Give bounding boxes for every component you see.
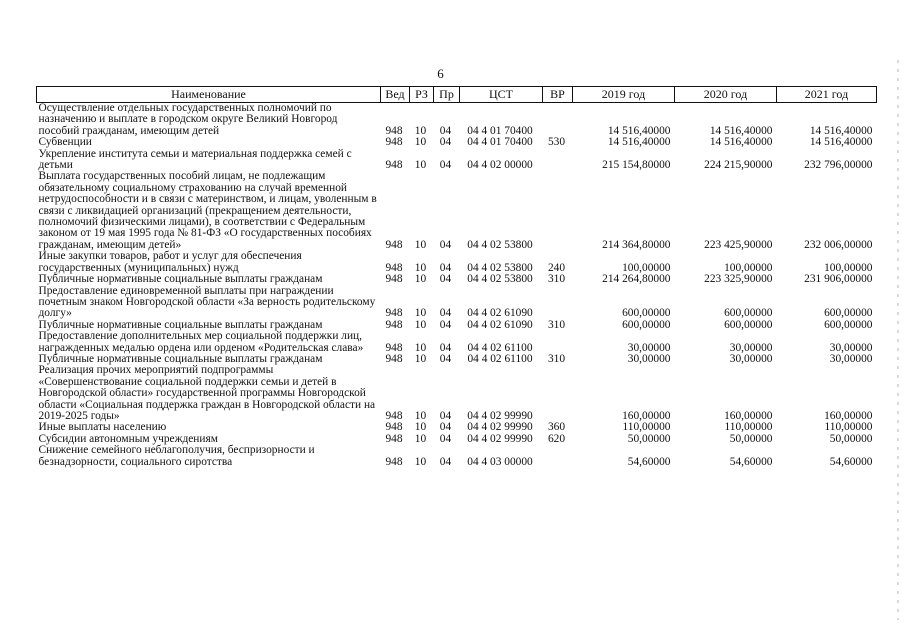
row-cst: 04 4 03 00000 <box>467 455 533 468</box>
row-rz: 10 <box>414 421 427 434</box>
row-amount-2020: 110,00000 <box>724 421 773 434</box>
row-vr <box>543 286 573 320</box>
row-amount-2020: 160,00000 <box>724 409 773 422</box>
row-name: Субсидии автономным учреждениям <box>38 432 218 445</box>
row-amount-2021: 30,00000 <box>829 352 873 365</box>
row-ved: 948 <box>385 352 403 365</box>
table-row <box>37 274 877 285</box>
row-amount-2021: 110,00000 <box>824 421 873 434</box>
row-rz: 10 <box>414 455 427 468</box>
header-pr: Пр <box>434 87 460 103</box>
row-name: Публичные нормативные социальные выплаты гражданам <box>38 352 323 365</box>
row-pr: 04 <box>439 159 452 172</box>
row-amount-2021: 50,00000 <box>829 432 873 445</box>
row-amount-2019: 50,00000 <box>627 432 671 445</box>
row-amount-2020: 223 425,90000 <box>704 238 773 251</box>
row-rz: 10 <box>414 273 427 286</box>
table-row <box>37 171 877 251</box>
row-pr: 04 <box>439 409 452 422</box>
row-amount-2021: 600,00000 <box>824 318 873 331</box>
row-cst: 04 4 02 00000 <box>467 159 533 172</box>
row-amount-2021: 600,00000 <box>824 307 873 320</box>
row-amount-2019: 110,00000 <box>622 421 671 434</box>
row-rz: 10 <box>414 136 427 149</box>
row-cst: 04 4 02 61100 <box>467 341 533 354</box>
row-amount-2020: 14 516,40000 <box>709 136 773 149</box>
row-pr: 04 <box>439 238 452 251</box>
row-name: Иные выплаты населению <box>38 421 167 434</box>
row-ved: 948 <box>385 455 403 468</box>
row-vr: 620 <box>547 432 566 445</box>
header-2021: 2021 год <box>777 87 877 103</box>
row-pr: 04 <box>439 261 452 274</box>
row-amount-2021: 14 516,40000 <box>809 124 873 137</box>
header-rz: РЗ <box>410 87 434 103</box>
row-vr <box>543 331 573 354</box>
row-ved: 948 <box>385 159 403 172</box>
row-rz: 10 <box>414 352 427 365</box>
row-ved: 948 <box>385 432 403 445</box>
row-ved: 948 <box>385 136 403 149</box>
row-amount-2020: 600,00000 <box>724 307 773 320</box>
row-amount-2019: 214 264,80000 <box>602 273 671 286</box>
row-rz: 10 <box>414 318 427 331</box>
row-name: Осуществление отдельных государственных полномочий по назначению и выплате в городском округе Великий Новгород пособий гражданам, имеющим детей <box>38 102 338 137</box>
row-pr: 04 <box>439 341 452 354</box>
row-amount-2019: 600,00000 <box>622 307 671 320</box>
row-name: Выплата государственных пособий лицам, не подлежащим обязательному социальному страхованию на случай временной нетрудоспособности и в связи с материнством, и лицам, уволенным в связи с ликвидацией организаций (прекращением деятельности, полномочий физическими лицами), в соответствии с Федеральным законом от 19 мая 1995 года № 81-ФЗ «О государственных пособиях гражданам, имеющим детей» <box>38 170 377 251</box>
row-ved: 948 <box>385 341 403 354</box>
header-vr: ВР <box>543 87 573 103</box>
row-pr: 04 <box>439 352 452 365</box>
row-pr: 04 <box>439 307 452 320</box>
row-cst: 04 4 02 61100 <box>467 352 533 365</box>
row-rz: 10 <box>414 409 427 422</box>
row-rz: 10 <box>414 124 427 137</box>
row-amount-2020: 600,00000 <box>724 318 773 331</box>
row-name: Публичные нормативные социальные выплаты гражданам <box>38 273 323 286</box>
row-cst: 04 4 01 70400 <box>467 136 533 149</box>
row-pr: 04 <box>439 432 452 445</box>
row-amount-2021: 160,00000 <box>824 409 873 422</box>
row-pr: 04 <box>439 455 452 468</box>
row-amount-2021: 30,00000 <box>829 341 873 354</box>
row-cst: 04 4 02 99990 <box>467 432 533 445</box>
row-amount-2019: 14 516,40000 <box>607 136 671 149</box>
row-name: Субвенции <box>38 136 92 149</box>
row-pr: 04 <box>439 124 452 137</box>
row-ved: 948 <box>385 307 403 320</box>
row-vr <box>543 365 573 422</box>
table-row <box>37 365 877 422</box>
row-cst: 04 4 02 53800 <box>467 273 533 286</box>
row-rz: 10 <box>414 261 427 274</box>
header-ved: Вед <box>381 87 410 103</box>
row-rz: 10 <box>414 307 427 320</box>
row-cst: 04 4 02 61090 <box>467 318 533 331</box>
row-name: Укрепление института семьи и материальная поддержка семей с детьми <box>38 147 352 172</box>
row-amount-2019: 600,00000 <box>622 318 671 331</box>
row-cst: 04 4 02 53800 <box>467 238 533 251</box>
table-row <box>37 445 877 468</box>
page-number: 6 <box>437 66 444 81</box>
row-name: Реализация прочих мероприятий подпрограммы «Совершенствование социальной поддержки семьи и детей в Новгородской области» государственной программы Новгородской области «Социальная поддержка граждан в Новгородской области на 2019-2025 годы» <box>38 364 376 422</box>
row-vr: 240 <box>547 261 566 274</box>
row-amount-2019: 215 154,80000 <box>602 159 671 172</box>
row-amount-2020: 14 516,40000 <box>709 124 773 137</box>
row-amount-2020: 224 215,90000 <box>704 159 773 172</box>
row-name: Снижение семейного неблагополучия, беспризорности и безнадзорности, социального сиротства <box>38 444 315 468</box>
row-amount-2020: 30,00000 <box>729 341 773 354</box>
table-body <box>37 103 877 469</box>
row-ved: 948 <box>385 261 403 274</box>
row-vr: 360 <box>547 421 566 434</box>
row-cst: 04 4 02 99990 <box>467 421 533 434</box>
header-2019: 2019 год <box>573 87 675 103</box>
row-rz: 10 <box>414 238 427 251</box>
budget-table <box>36 86 877 468</box>
row-cst: 04 4 02 61090 <box>467 307 533 320</box>
row-amount-2021: 14 516,40000 <box>809 136 873 149</box>
header-name: Наименование <box>37 87 381 103</box>
row-amount-2019: 54,60000 <box>627 455 671 468</box>
row-amount-2020: 50,00000 <box>729 432 773 445</box>
row-amount-2020: 54,60000 <box>729 455 773 468</box>
row-rz: 10 <box>414 341 427 354</box>
row-vr <box>543 171 573 251</box>
row-ved: 948 <box>385 238 403 251</box>
table-row <box>37 103 877 138</box>
row-vr: 310 <box>547 318 566 331</box>
row-vr: 310 <box>547 352 566 365</box>
row-name: Публичные нормативные социальные выплаты гражданам <box>38 318 323 331</box>
row-pr: 04 <box>439 421 452 434</box>
row-vr <box>543 149 573 172</box>
row-pr: 04 <box>439 136 452 149</box>
table-row <box>37 331 877 354</box>
row-amount-2019: 14 516,40000 <box>607 124 671 137</box>
row-vr <box>543 445 573 468</box>
row-vr: 530 <box>547 136 566 149</box>
row-amount-2019: 100,00000 <box>622 261 671 274</box>
row-cst: 04 4 01 70400 <box>467 124 533 137</box>
scan-edge-marks <box>897 60 899 620</box>
row-vr: 310 <box>547 273 566 286</box>
table-header <box>37 87 877 103</box>
row-amount-2019: 214 364,80000 <box>602 238 671 251</box>
table-row <box>37 137 877 148</box>
row-ved: 948 <box>385 124 403 137</box>
row-amount-2021: 232 006,00000 <box>804 238 873 251</box>
row-amount-2019: 30,00000 <box>627 341 671 354</box>
row-amount-2020: 30,00000 <box>729 352 773 365</box>
row-cst: 04 4 02 53800 <box>467 261 533 274</box>
row-ved: 948 <box>385 273 403 286</box>
row-ved: 948 <box>385 318 403 331</box>
header-cst: ЦСТ <box>460 87 543 103</box>
table-row <box>37 286 877 320</box>
row-name: Предоставление дополнительных мер социальной поддержки лиц, награжденных медалью ордена или орденом «Родительская слава» <box>38 330 364 354</box>
row-amount-2021: 54,60000 <box>829 455 873 468</box>
row-name: Иные закупки товаров, работ и услуг для обеспечения государственных (муниципальных) нужд <box>38 250 302 274</box>
row-ved: 948 <box>385 421 403 434</box>
table-row <box>37 251 877 274</box>
row-pr: 04 <box>439 273 452 286</box>
table-row <box>37 149 877 172</box>
row-cst: 04 4 02 99990 <box>467 409 533 422</box>
row-amount-2020: 223 325,90000 <box>704 273 773 286</box>
row-amount-2019: 30,00000 <box>627 352 671 365</box>
row-amount-2021: 100,00000 <box>824 261 873 274</box>
row-rz: 10 <box>414 159 427 172</box>
row-vr <box>543 103 573 138</box>
row-amount-2021: 231 906,00000 <box>804 273 873 286</box>
row-rz: 10 <box>414 432 427 445</box>
row-pr: 04 <box>439 318 452 331</box>
row-ved: 948 <box>385 409 403 422</box>
row-amount-2019: 160,00000 <box>622 409 671 422</box>
row-amount-2020: 100,00000 <box>724 261 773 274</box>
header-2020: 2020 год <box>675 87 777 103</box>
row-name: Предоставление единовременной выплаты при награждении почетным знаком Новгородской области «За верность родительскому долгу» <box>38 284 376 320</box>
row-amount-2021: 232 796,00000 <box>804 159 873 172</box>
